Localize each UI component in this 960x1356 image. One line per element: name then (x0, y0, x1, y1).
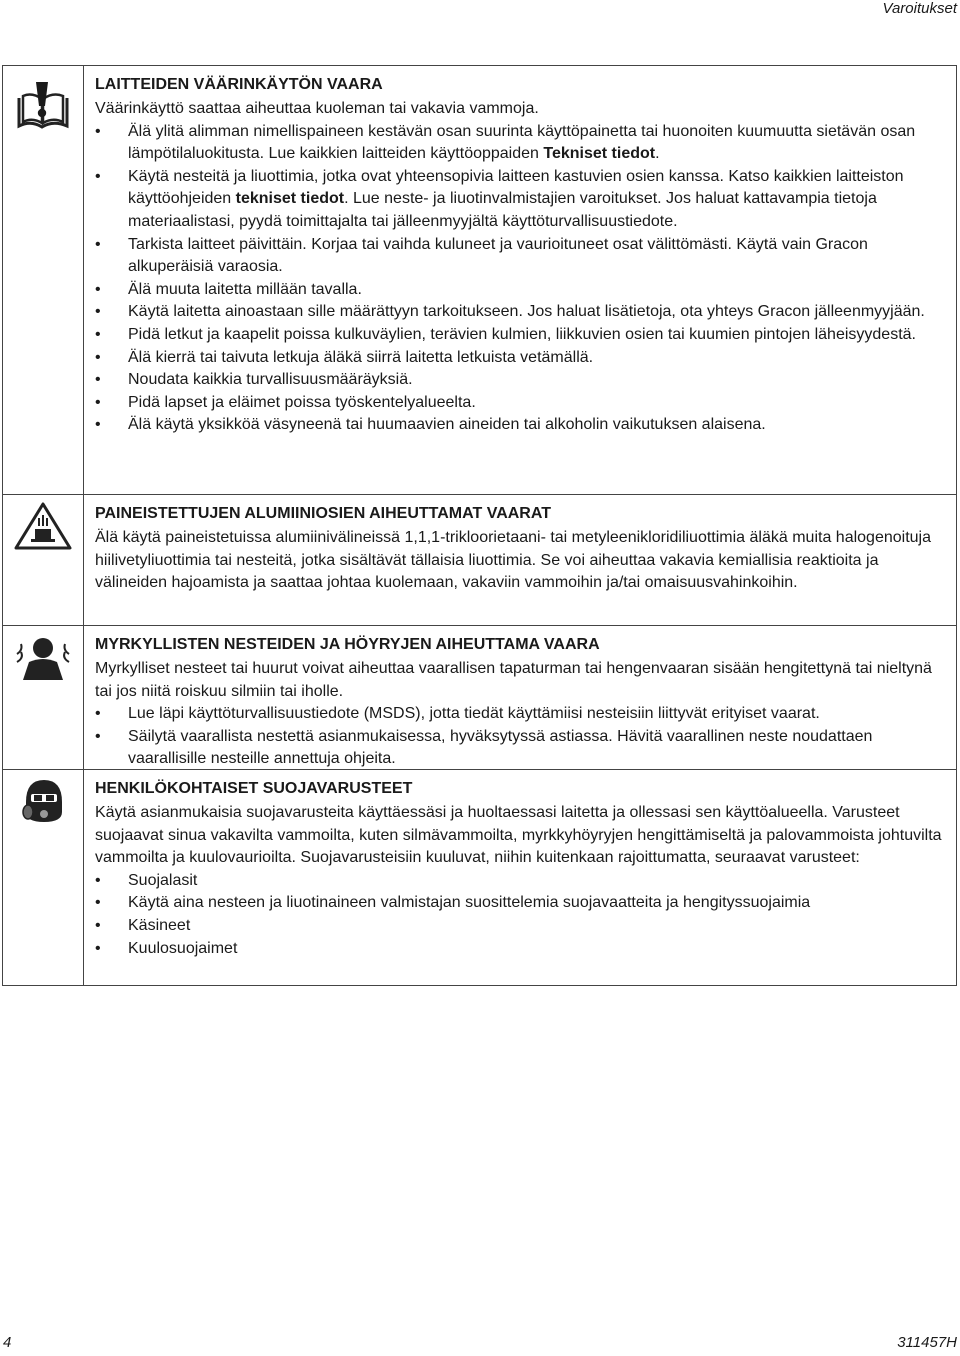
icon-cell (2, 770, 84, 985)
list-item: • Käsineet (95, 916, 191, 934)
list-item: • Suojalasit (95, 871, 198, 889)
list-item: • Lue läpi käyttöturvallisuustiedote (MSDS), jotta tiedät käyttämiisi nesteisiin liittyvät erityiset vaarat. (95, 705, 820, 723)
list-item: • Älä kierrä tai taivuta letkuja äläkä siirrä laitetta letkuista vetämällä. (95, 348, 594, 366)
chemical-hazard-icon (13, 501, 73, 551)
icon-cell (2, 626, 84, 769)
list-item: • Käytä aina nesteen ja liuotinaineen valmistajan suosittelemia suojavaatteita ja hengityssuojaimia (95, 894, 811, 912)
section-intro: Älä käytä paineistetuissa alumiinivälineissä 1,1,1-trikloorietaani- tai metyleenikloridiliuottimia äläkä muita halogenoituja hiilivetyliuottimia tai nesteitä, jotka sisältävät tällaisia liuottimia. Se voi aiheuttaa vakavia kemiallisia reaktioita ja välineiden hajoamista ja saattaa johtaa kuolemaan, vakaviin vammoihin ja/tai omaisuusvahinkoihin. (95, 529, 931, 592)
warning-row-toxic-fluids (2, 626, 957, 770)
section-text (84, 66, 957, 494)
list-item: • Pidä lapset ja eläimet poissa työskentelyalueelta. (95, 393, 476, 411)
section-title: MYRKYLLISTEN NESTEIDEN JA HÖYRYJEN AIHEUTTAMA VAARA (95, 636, 600, 653)
list-item: • Noudata kaikkia turvallisuusmääräyksiä. (95, 371, 413, 389)
list-item: • Käytä laitetta ainoastaan sille määrättyyn tarkoitukseen. Jos haluat lisätietoja, ota yhteys Gracon jälleenmyyjään. (95, 303, 925, 321)
page-number: 4 (3, 1334, 12, 1351)
list-item: • Tarkista laitteet päivittäin. Korjaa tai vaihda kuluneet ja vaurioituneet osat välittömästi. Käytä vain Gracon alkuperäisiä varaosia. (95, 235, 868, 276)
section-text (84, 770, 957, 985)
list-item: • Säilytä vaarallista nestettä asianmukaisessa, hyväksytyssä astiassa. Hävitä vaarallinen neste noudattaen vaarallisille nesteille annettuja ohjeita. (95, 727, 873, 768)
bullet-list (95, 870, 948, 960)
icon-cell (2, 495, 84, 625)
section-intro: Väärinkäyttö saattaa aiheuttaa kuoleman tai vakavia vammoja. (95, 100, 539, 117)
icon-cell (2, 66, 84, 494)
list-item: • Älä ylitä alimman nimellispaineen kestävän osan suurinta käyttöpainetta tai huonoiten kuumuutta sietävän osan lämpötilaluokitusta. Lue kaikkien laitteiden käyttöoppaiden Tekniset tiedot. (95, 122, 916, 163)
warnings-table (2, 65, 957, 986)
section-intro: Myrkylliset nesteet tai huurut voivat aiheuttaa vaarallisen tapaturman tai hengenvaaran sisään hengitettynä tai nieltynä tai jos niitä roiskuu silmiin tai iholle. (95, 660, 932, 700)
bullet-list (95, 703, 948, 771)
list-item: • Älä käytä yksikköä väsyneenä tai huumaavien aineiden tai alkoholin vaikutuksen alaisena. (95, 416, 766, 434)
warning-row-personal-protective-equipment (2, 770, 957, 986)
bullet-list (95, 121, 948, 437)
section-text (84, 626, 957, 769)
list-item: • Älä muuta laitetta millään tavalla. (95, 280, 362, 298)
section-title: PAINEISTETTUJEN ALUMIINIOSIEN AIHEUTTAMAT VAARAT (95, 505, 551, 522)
document-number: 311457H (897, 1334, 957, 1351)
toxic-fumes-icon (15, 634, 71, 682)
manual-warning-icon (15, 80, 71, 132)
list-item: • Pidä letkut ja kaapelit poissa kulkuväylien, terävien kulmien, liikkuvien osien tai kuumien pintojen läheisyydestä. (95, 325, 916, 343)
section-title: HENKILÖKOHTAISET SUOJAVARUSTEET (95, 780, 413, 797)
protective-equipment-icon (18, 776, 68, 824)
list-item: • Käytä nesteitä ja liuottimia, jotka ovat yhteensopivia laitteen kastuvien osien kanssa. Katso kaikkien laitteiston käyttöohjeiden tekniset tiedot. Lue neste- ja liuotinvalmistajien varoitukset. Jos haluat kattavampia tietoja materiaalistasi, pyydä toimittajalta tai jälleenmyyjältä käyttöturvallisuustiedote. (95, 167, 904, 230)
warning-row-pressurized-aluminum (2, 495, 957, 626)
section-text (84, 495, 957, 625)
section-title: LAITTEIDEN VÄÄRINKÄYTÖN VAARA (95, 76, 383, 93)
list-item: • Kuulosuojaimet (95, 939, 238, 957)
section-intro: Käytä asianmukaisia suojavarusteita käyttäessäsi ja huoltaessasi laitetta ja ollessasi sen käyttöalueella. Varusteet suojaavat sinua vakavilta vammoilta, kuten silmävammoilta, myrkkyhöyryjen hengittämiseltä ja palovammoista johtuvilta vammoilta ja kuulovaurioilta. Suojavarusteisiin kuuluvat, niihin kuitenkaan rajoittumatta, seuraavat varusteet: (95, 804, 942, 867)
warning-row-equipment-misuse (2, 66, 957, 495)
running-header: Varoitukset (882, 0, 957, 17)
